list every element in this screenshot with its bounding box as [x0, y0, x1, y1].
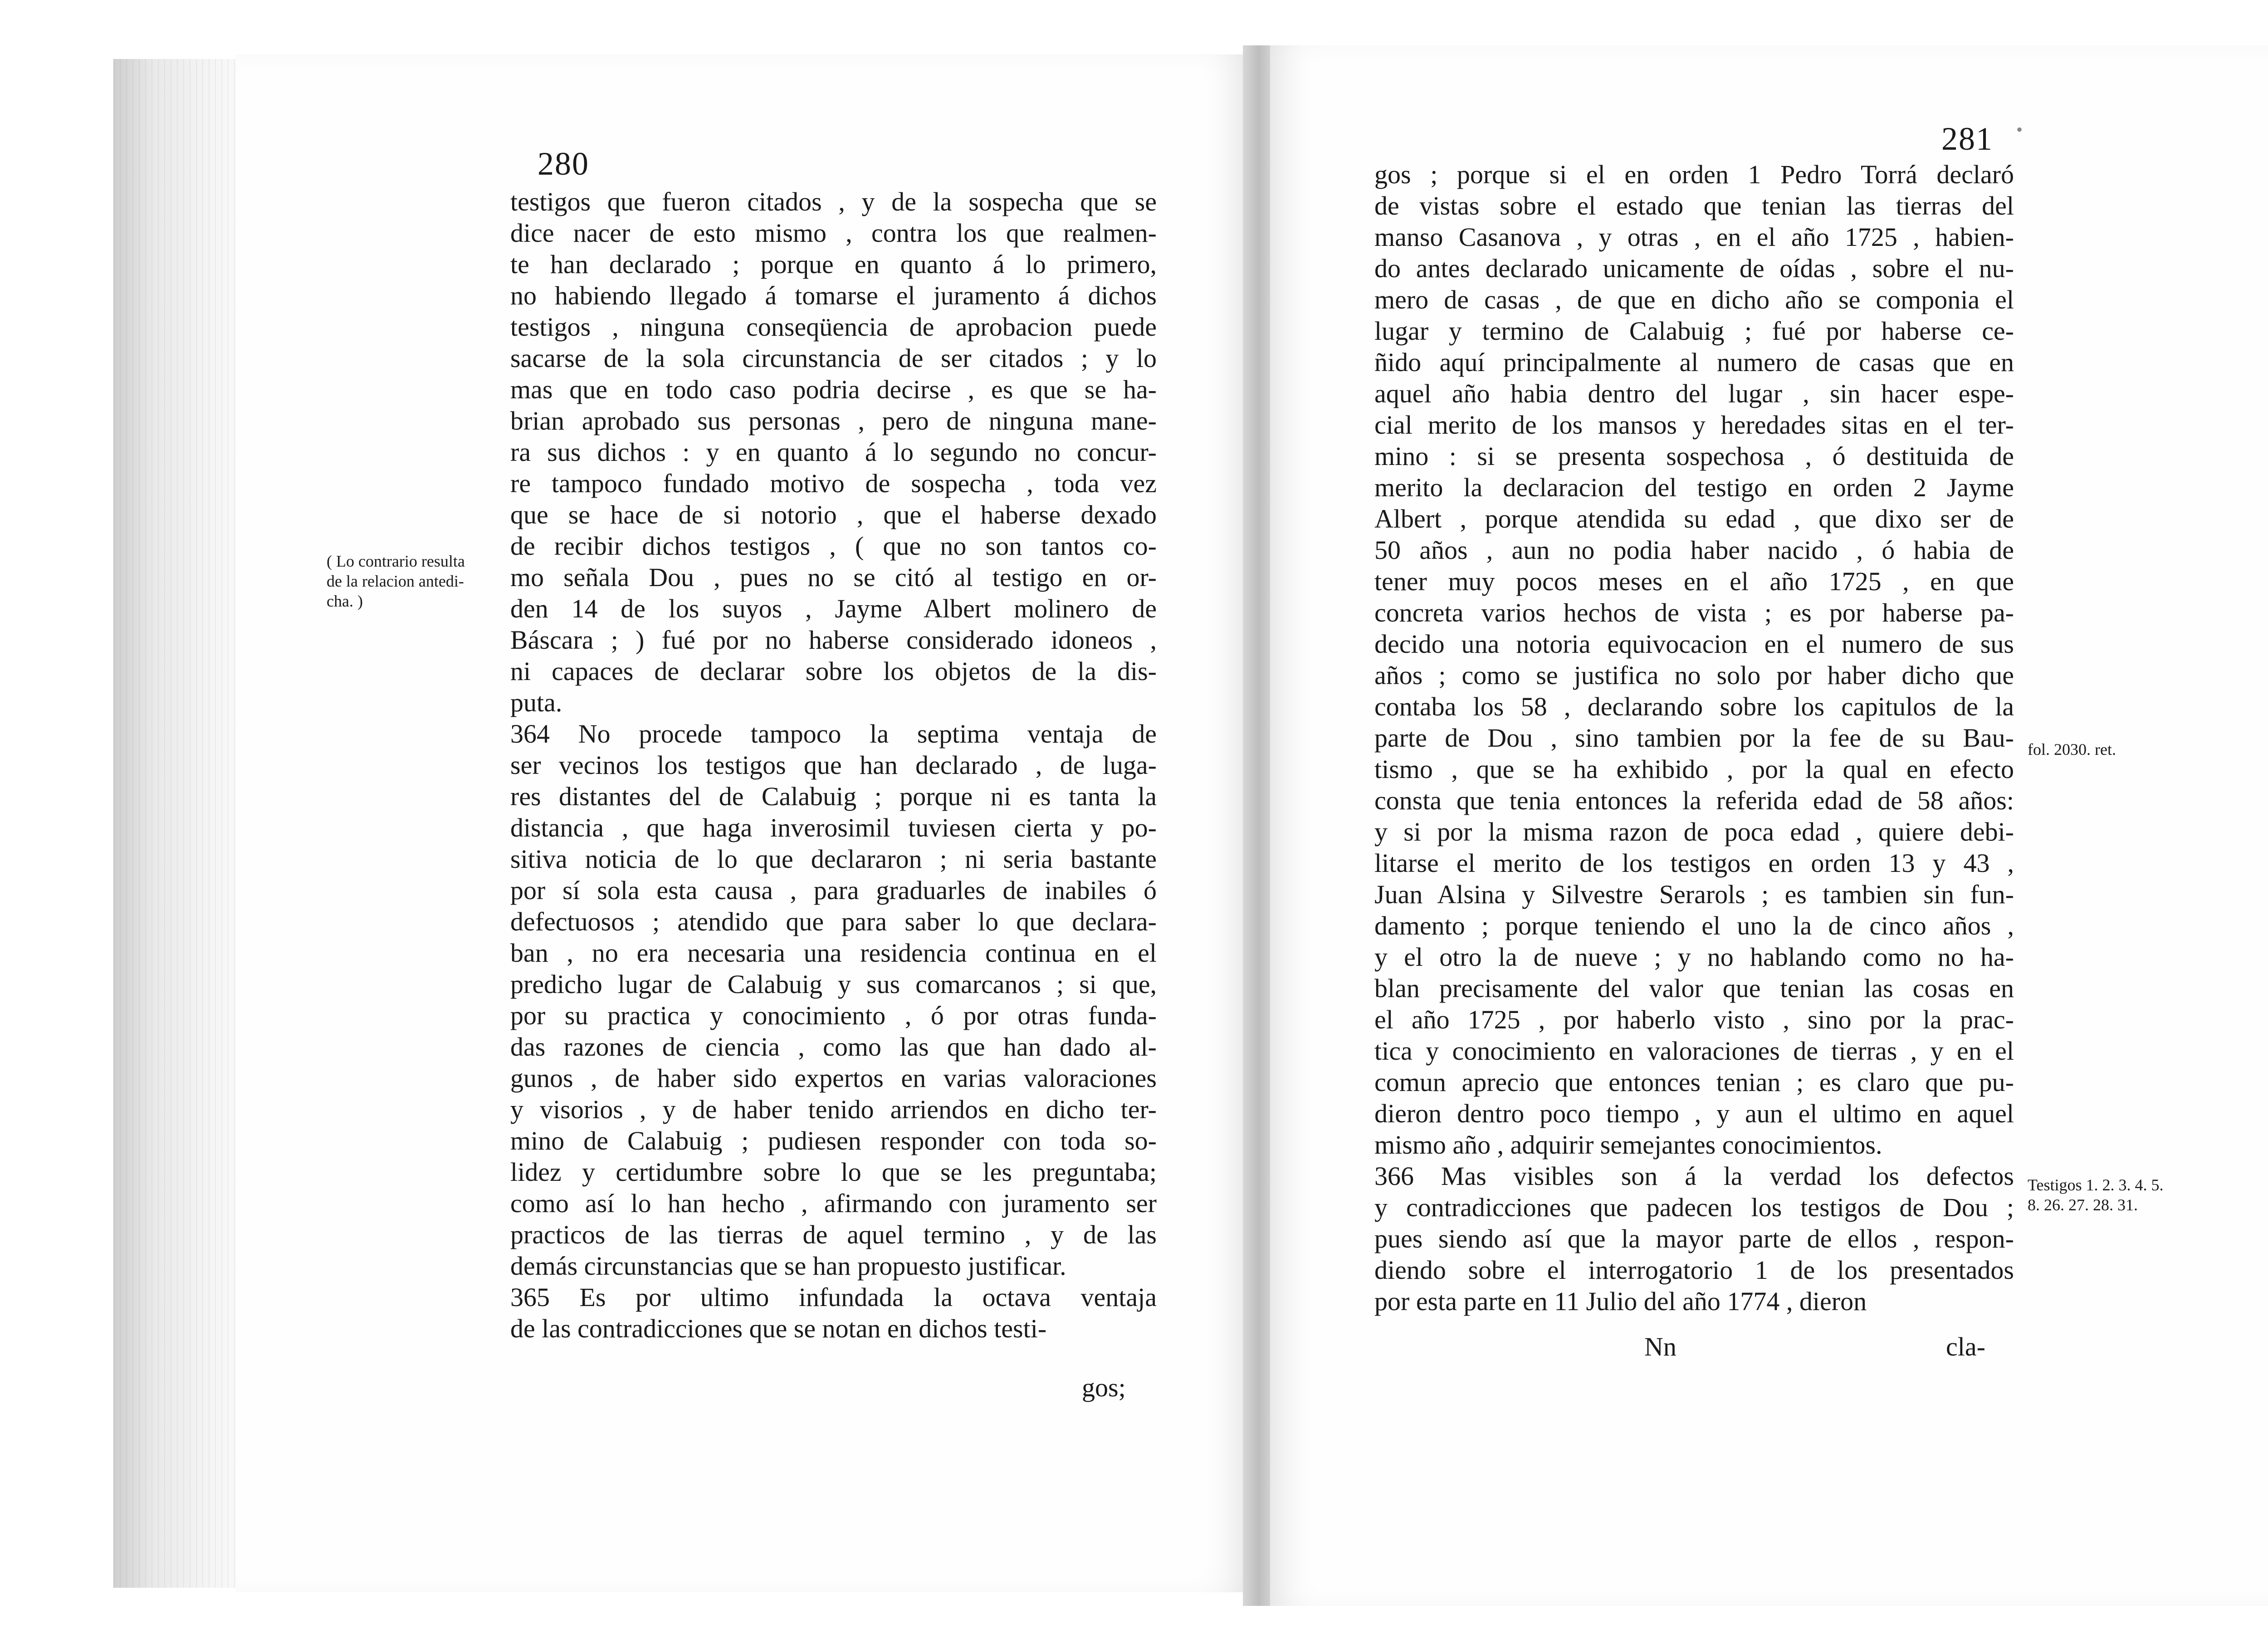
left-page-number: 280 — [538, 146, 589, 182]
text-line: sacarse de la sola circunstancia de ser citados ; y lo — [510, 343, 1157, 373]
text-line: contaba los 58 , declarando sobre los capitulos de la — [1374, 692, 2014, 721]
text-line: no habiendo llegado á tomarse el juramento á dichos — [510, 281, 1157, 310]
text-line: do antes declarado unicamente de oídas , sobre el nu- — [1374, 254, 2014, 283]
text-line: testigos que fueron citados , y de la sospecha que se — [510, 187, 1157, 216]
text-line: tismo , que se ha exhibido , por la qual en efecto — [1374, 754, 2014, 784]
text-line: el año 1725 , por haberlo visto , sino por la prac- — [1374, 1005, 2014, 1034]
text-line: mo señala Dou , pues no se citó al testigo en or- — [510, 563, 1157, 592]
text-line: testigos , ninguna conseqüencia de aprobacion puede — [510, 312, 1157, 342]
text-line: de recibir dichos testigos , ( que no son tantos co- — [510, 531, 1157, 561]
text-line: años ; como se justifica no solo por haber dicho que — [1374, 661, 2014, 690]
text-line: y visorios , y de haber tenido arriendos en dicho ter- — [510, 1095, 1157, 1124]
text-line: tener muy pocos meses en el año 1725 , en que — [1374, 567, 2014, 596]
right-margin-note-testigos — [2028, 1175, 2245, 1215]
text-line: brian aprobado sus personas , pero de ninguna mane- — [510, 406, 1157, 435]
right-margin-note-fol: fol. 2030. ret. — [2028, 740, 2116, 758]
text-line: como así lo han hecho , afirmando con juramento ser — [510, 1189, 1157, 1218]
text-line: por sí sola esta causa , para graduarles de inabiles ó — [510, 876, 1157, 905]
right-page-number: 281 — [1941, 121, 1993, 157]
text-line: re tampoco fundado motivo de sospecha , toda vez — [510, 469, 1157, 498]
text-line: damento ; porque teniendo el uno la de cinco años , — [1374, 911, 2014, 940]
left-catchword: gos; — [1082, 1373, 1126, 1402]
text-line: sitiva noticia de lo que declararon ; ni seria bastante — [510, 844, 1157, 874]
text-line: lidez y certidumbre sobre lo que se les preguntaba; — [510, 1157, 1157, 1187]
text-line: res distantes del de Calabuig ; porque ni es tanta la — [510, 782, 1157, 811]
text-line: ñido aquí principalmente al numero de casas que en — [1374, 347, 2014, 377]
text-line: ban , no era necesaria una residencia continua en el — [510, 938, 1157, 968]
text-line: de vistas sobre el estado que tenian las tierras del — [1374, 191, 2014, 220]
text-line: ra sus dichos : y en quanto á lo segundo no concur- — [510, 437, 1157, 467]
margin-note-line: Testigos 1. 2. 3. 4. 5. — [2028, 1176, 2164, 1194]
text-line: Albert , porque atendida su edad , que dixo ser de — [1374, 504, 2014, 533]
text-line: y el otro la de nueve ; y no hablando como no ha- — [1374, 942, 2014, 972]
text-line: que se hace de si notorio , que el haberse dexado — [510, 500, 1157, 529]
text-line: y si por la misma razon de poca edad , quiere debi- — [1374, 817, 2014, 847]
text-line: practicos de las tierras de aquel termino , y de las — [510, 1220, 1157, 1249]
text-line: mino : si se presenta sospechosa , ó destituida de — [1374, 441, 2014, 471]
text-line: Juan Alsina y Silvestre Serarols ; es tambien sin fun- — [1374, 880, 2014, 909]
text-line: decido una notoria equivocacion en el numero de sus — [1374, 629, 2014, 659]
text-line: de las contradicciones que se notan en dichos testi- — [510, 1314, 1047, 1343]
text-line: mas que en todo caso podria decirse , es que se ha- — [510, 375, 1157, 404]
text-line: gunos , de haber sido expertos en varias valoraciones — [510, 1063, 1157, 1093]
text-line: dice nacer de esto mismo , contra los que realmen- — [510, 218, 1157, 248]
left-margin-note — [327, 551, 508, 611]
page-edge-lines — [113, 59, 245, 1588]
text-line: mino de Calabuig ; pudiesen responder con toda so- — [510, 1126, 1157, 1155]
text-line: 50 años , aun no podia haber nacido , ó habia de — [1374, 535, 2014, 565]
margin-note-line: ( Lo contrario resulta — [327, 552, 465, 570]
text-line: te han declarado ; porque en quanto á lo primero, — [510, 250, 1157, 279]
text-line: diendo sobre el interrogatorio 1 de los presentados — [1374, 1255, 2014, 1285]
text-line: 366 Mas visibles son á la verdad los defectos — [1374, 1161, 2014, 1191]
text-line: cial merito de los mansos y heredades sitas en el ter- — [1374, 410, 2014, 440]
text-line: puta. — [510, 688, 562, 717]
text-line: parte de Dou , sino tambien por la fee de su Bau- — [1374, 723, 2014, 753]
text-line: ni capaces de declarar sobre los objetos de la dis- — [510, 656, 1157, 686]
text-line: dieron dentro poco tiempo , y aun el ultimo en aquel — [1374, 1099, 2014, 1128]
text-line: blan precisamente del valor que tenian las cosas en — [1374, 974, 2014, 1003]
text-line: aquel año habia dentro del lugar , sin hacer espe- — [1374, 379, 2014, 408]
signature-mark: Nn — [1644, 1332, 1677, 1361]
text-line: concreta varios hechos de vista ; es por haberse pa- — [1374, 598, 2014, 627]
text-line: defectuosos ; atendido que para saber lo que declara- — [510, 907, 1157, 936]
text-line: den 14 de los suyos , Jayme Albert molinero de — [510, 594, 1157, 623]
text-line: y contradicciones que padecen los testigos de Dou ; — [1374, 1193, 2014, 1222]
text-line: manso Casanova , y otras , en el año 1725 , habien- — [1374, 222, 2014, 252]
text-line: por su practica y conocimiento , ó por otras funda- — [510, 1001, 1157, 1030]
left-page-text — [510, 186, 1157, 1344]
text-line: 365 Es por ultimo infundada la octava ventaja — [510, 1282, 1157, 1312]
text-line: predicho lugar de Calabuig y sus comarcanos ; si que, — [510, 969, 1157, 999]
right-catchword: cla- — [1946, 1332, 1985, 1361]
margin-note-line: de la relacion antedi- — [327, 572, 464, 590]
text-line: demás circunstancias que se han propuesto justificar. — [510, 1251, 1066, 1281]
corner-dot: • — [2016, 119, 2023, 140]
text-line: mero de casas , de que en dicho año se componia el — [1374, 285, 2014, 314]
text-line: Báscara ; ) fué por no haberse considerado idoneos , — [510, 625, 1157, 655]
text-line: consta que tenia entonces la referida edad de 58 años: — [1374, 786, 2014, 815]
text-line: das razones de ciencia , como las que han dado al- — [510, 1032, 1157, 1062]
text-line: gos ; porque si el en orden 1 Pedro Torrá declaró — [1374, 160, 2014, 189]
text-line: tica y conocimiento en valoraciones de tierras , y en el — [1374, 1036, 2014, 1066]
margin-note-line: 8. 26. 27. 28. 31. — [2028, 1196, 2138, 1214]
text-line: litarse el merito de los testigos en orden 13 y 43 , — [1374, 848, 2014, 878]
text-line: comun aprecio que entonces tenian ; es claro que pu- — [1374, 1067, 2014, 1097]
text-line: por esta parte en 11 Julio del año 1774 , dieron — [1374, 1287, 1867, 1316]
text-line: merito la declaracion del testigo en orden 2 Jayme — [1374, 473, 2014, 502]
text-line: ser vecinos los testigos que han declarado , de luga- — [510, 750, 1157, 780]
margin-note-line: cha. ) — [327, 592, 363, 610]
text-line: lugar y termino de Calabuig ; fué por haberse ce- — [1374, 316, 2014, 346]
text-line: distancia , que haga inverosimil tuviesen cierta y po- — [510, 813, 1157, 842]
text-line: 364 No procede tampoco la septima ventaja de — [510, 719, 1157, 749]
text-line: pues siendo así que la mayor parte de ellos , respon- — [1374, 1224, 2014, 1253]
text-line: mismo año , adquirir semejantes conocimientos. — [1374, 1130, 1882, 1160]
right-page-text — [1374, 159, 2014, 1317]
